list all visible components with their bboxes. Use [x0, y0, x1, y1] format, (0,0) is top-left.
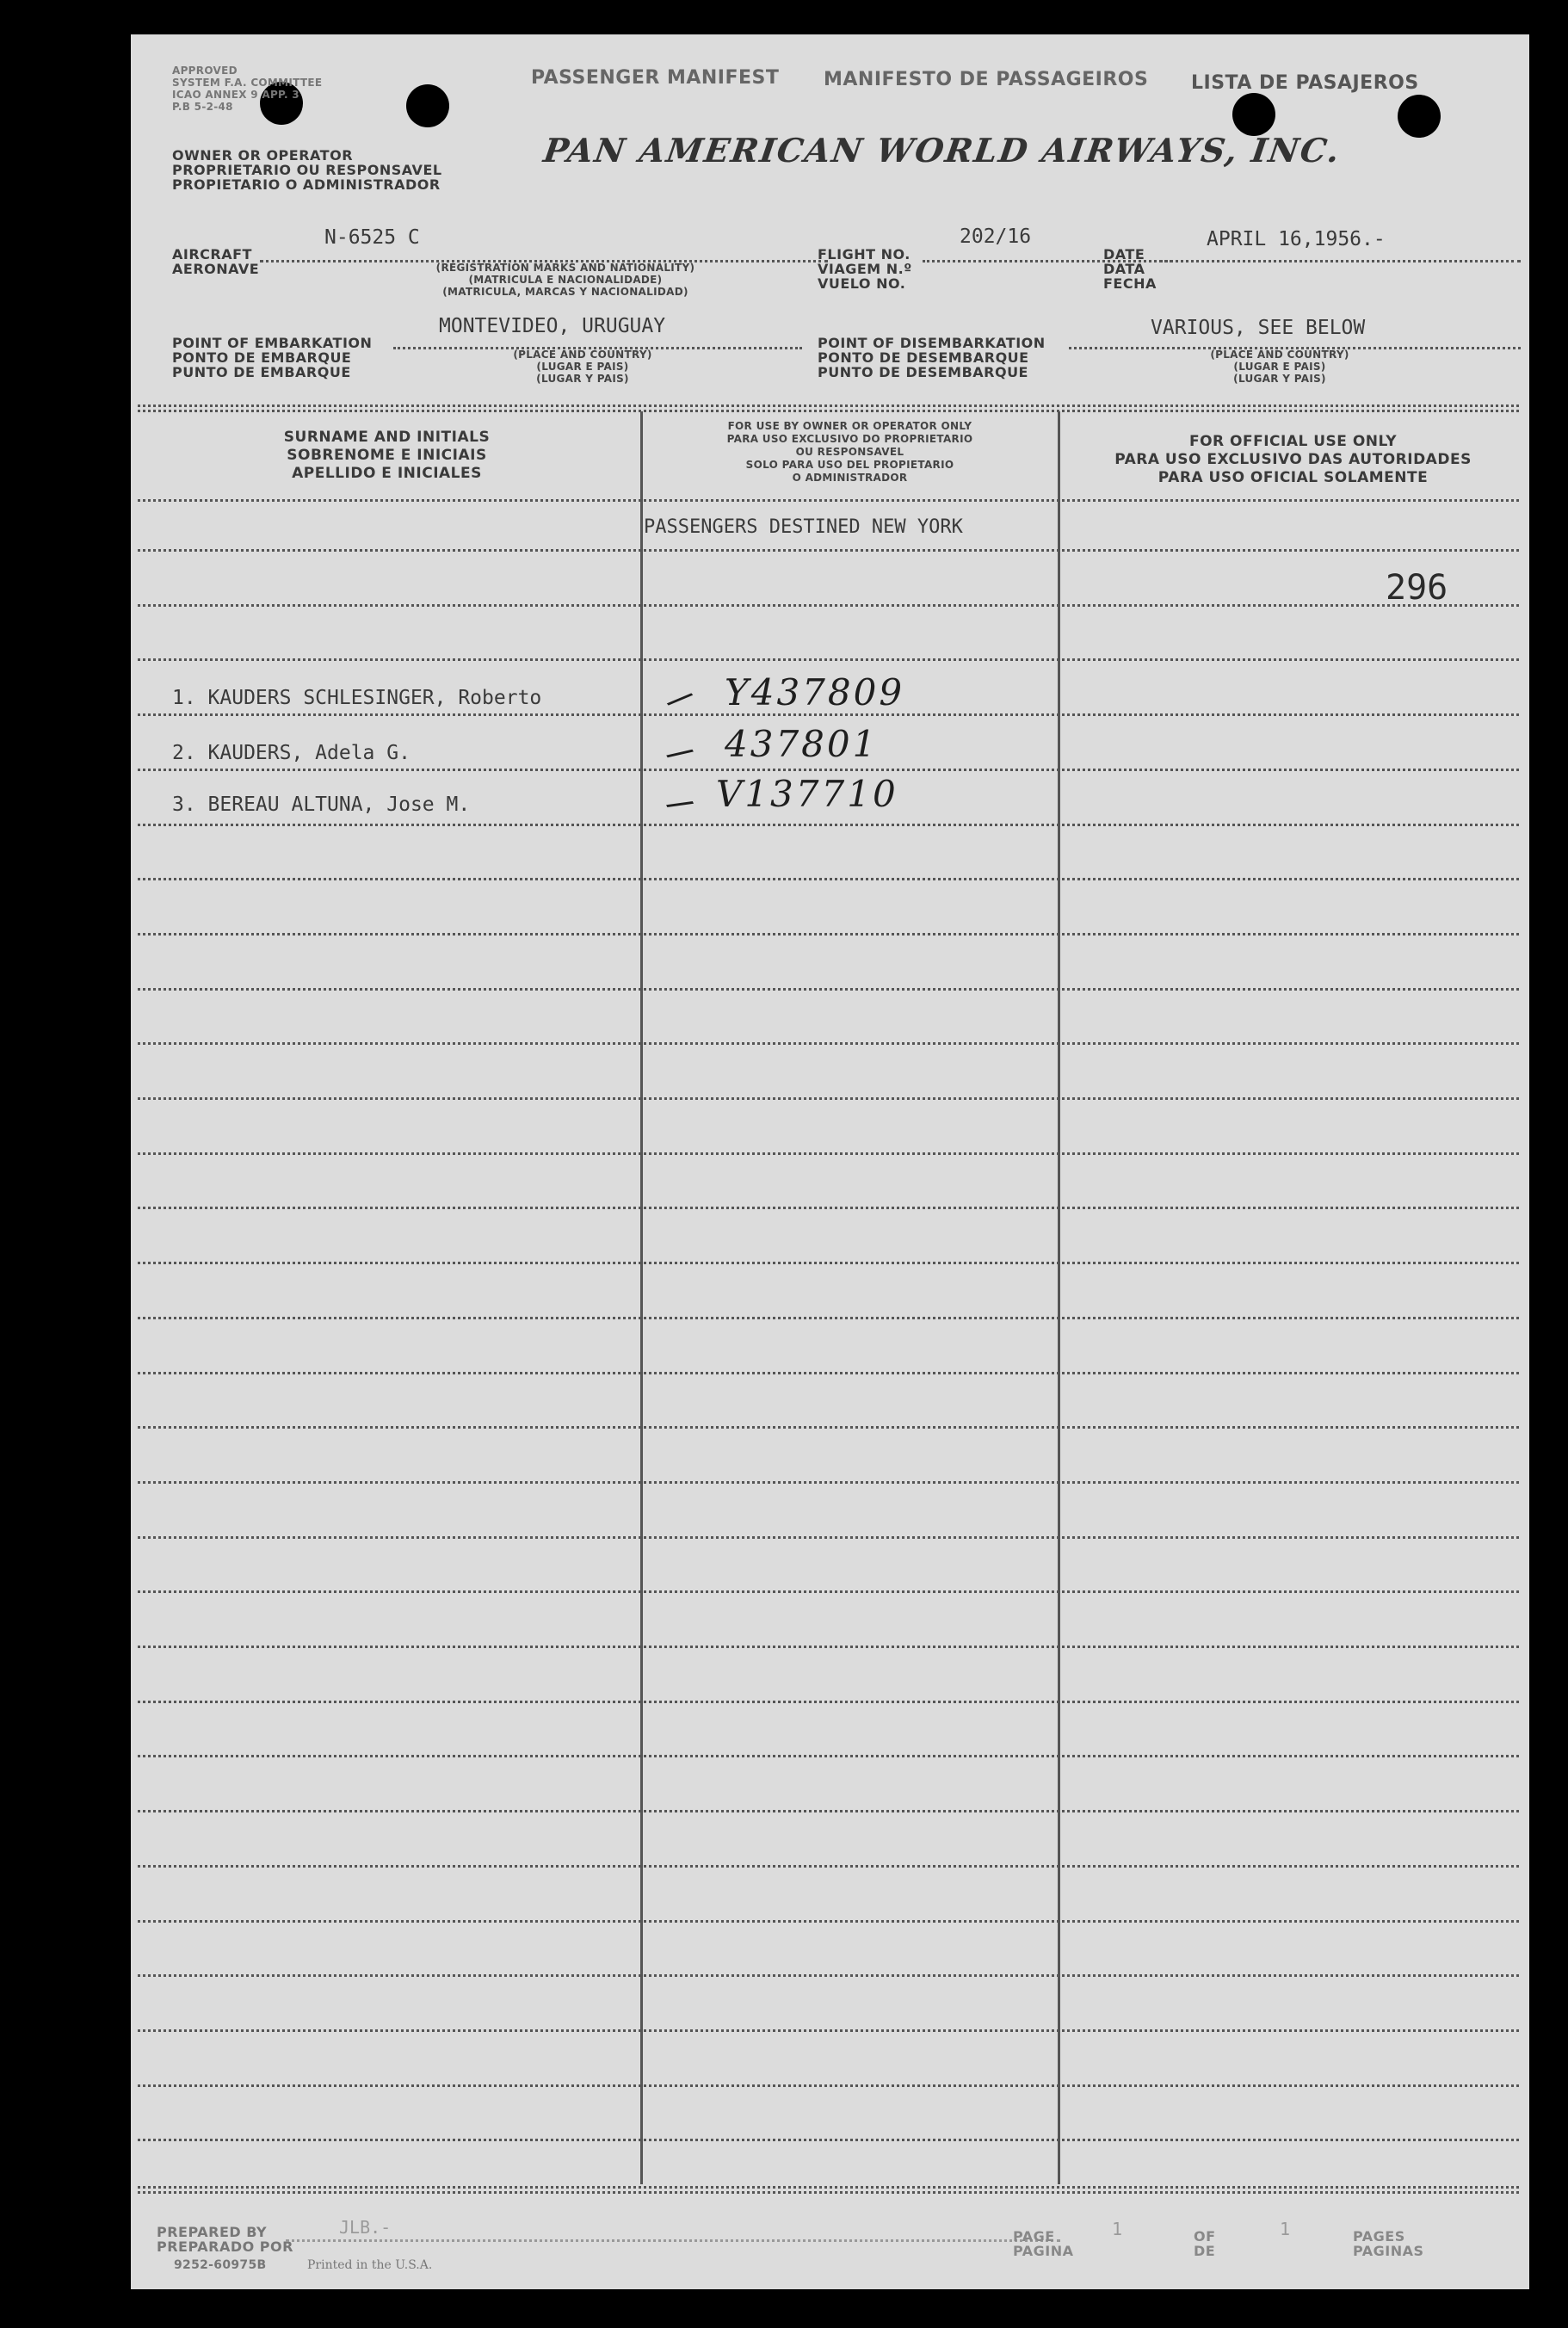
- official-column-header: FOR OFFICIAL USE ONLY PARA USO EXCLUSIVO DAS AUTORIDADES PARA USO OFICIAL SOLAMENTE: [1114, 433, 1472, 486]
- section-note: PASSENGERS DESTINED NEW YORK: [644, 516, 963, 538]
- aircraft-value: N-6525 C: [324, 226, 420, 249]
- ruled-line: [138, 769, 1519, 771]
- ruled-line: [138, 1590, 1519, 1593]
- column-divider: [640, 411, 643, 2184]
- disembarkation-value: VARIOUS, SEE BELOW: [1151, 317, 1366, 339]
- company-name: PAN AMERICAN WORLD AIRWAYS, INC.: [540, 131, 1344, 170]
- title-english: PASSENGER MANIFEST: [531, 67, 780, 89]
- of-label: OF DE: [1194, 2228, 1216, 2259]
- flight-value: 202/16: [960, 225, 1032, 248]
- approval-line: SYSTEM F.A. COMMITTEE: [172, 77, 323, 89]
- aircraft-caption: (REGISTRATION MARKS AND NATIONALITY) (MATRICULA E NACIONALIDADE) (MATRICULA, MARCAS Y NACIONALIDAD): [435, 262, 695, 298]
- passenger-name: 3. BEREAU ALTUNA, Jose M.: [172, 793, 471, 816]
- ruled-line: [138, 1481, 1519, 1484]
- ruled-line: [138, 1536, 1519, 1539]
- check-mark: /: [663, 683, 697, 715]
- ruled-line: [138, 658, 1519, 661]
- ruled-line: [138, 1317, 1519, 1319]
- passenger-name: 2. KAUDERS, Adela G.: [172, 742, 411, 764]
- page-label: PAGE PAGINA: [1013, 2228, 1074, 2259]
- ruled-line: [138, 1701, 1519, 1703]
- date-field-line: [1159, 260, 1521, 262]
- embarkation-caption: (PLACE AND COUNTRY) (LUGAR E PAIS) (LUGAR Y PAIS): [513, 349, 652, 385]
- prepared-label: PREPARED BY PREPARADO POR: [157, 2224, 293, 2255]
- check-mark: /: [661, 792, 699, 817]
- ruled-line: [138, 1372, 1519, 1374]
- owner-column-header: FOR USE BY OWNER OR OPERATOR ONLY PARA USO EXCLUSIVO DO PROPRIETARIO OU RESPONSAVEL SOLO PARA USO DEL PROPIETARIO O ADMINISTRADOR: [726, 420, 973, 484]
- ruled-line: [138, 713, 1519, 716]
- passenger-number: Y437809: [725, 671, 905, 713]
- ruled-line: [138, 824, 1519, 826]
- ruled-line: [138, 1152, 1519, 1155]
- ruled-line: [138, 2139, 1519, 2141]
- ruled-line: [138, 1974, 1519, 1977]
- form-number: 9252-60975B: [174, 2258, 267, 2272]
- header-bottom-border: [138, 499, 1519, 502]
- page-stamp-number: 296: [1386, 568, 1448, 608]
- passenger-number: 437801: [725, 723, 879, 765]
- ruled-line: [138, 1920, 1519, 1923]
- disembarkation-caption: (PLACE AND COUNTRY) (LUGAR E PAIS) (LUGAR Y PAIS): [1210, 349, 1349, 385]
- flight-label: FLIGHT NO. VIAGEM N.º VUELO NO.: [818, 246, 912, 292]
- approval-block: [172, 65, 322, 113]
- date-value: APRIL 16,1956.-: [1207, 228, 1386, 250]
- ruled-line: [138, 933, 1519, 936]
- ruled-line: [138, 1865, 1519, 1868]
- ruled-line: [138, 2084, 1519, 2087]
- pages-label: PAGES PAGINAS: [1353, 2228, 1424, 2259]
- ruled-line: [138, 1646, 1519, 1648]
- passenger-name: 1. KAUDERS SCHLESINGER, Roberto: [172, 687, 542, 709]
- ruled-line: [138, 1426, 1519, 1429]
- title-spanish: LISTA DE PASAJEROS: [1191, 72, 1419, 94]
- ruled-line: [138, 1042, 1519, 1045]
- title-portuguese: MANIFESTO DE PASSAGEIROS: [824, 69, 1149, 90]
- date-label: DATE DATA FECHA: [1103, 246, 1157, 292]
- punch-hole: [1232, 93, 1275, 136]
- table-bottom-border: [138, 2186, 1519, 2189]
- approval-line: APPROVED: [172, 65, 238, 77]
- embarkation-label: POINT OF EMBARKATION PONTO DE EMBARQUE PUNTO DE EMBARQUE: [172, 335, 373, 380]
- names-column-header: SURNAME AND INITIALS SOBRENOME E INICIAIS APELLIDO E INICIALES: [283, 429, 491, 482]
- disembarkation-label: POINT OF DISEMBARKATION PONTO DE DESEMBARQUE PUNTO DE DESEMBARQUE: [818, 335, 1046, 380]
- ruled-line: [138, 878, 1519, 880]
- ruled-line: [138, 1810, 1519, 1812]
- ruled-line: [138, 604, 1519, 607]
- prepared-value: JLB.-: [339, 2217, 392, 2238]
- punch-hole: [1398, 95, 1441, 138]
- ruled-line: [138, 1097, 1519, 1100]
- aircraft-label: AIRCRAFT AERONAVE: [172, 246, 260, 277]
- table-top-border: [138, 404, 1519, 407]
- ruled-line: [138, 988, 1519, 991]
- page-value: 1: [1112, 2219, 1123, 2239]
- ruled-line: [138, 1207, 1519, 1209]
- ruled-line: [138, 1262, 1519, 1264]
- manifest-sheet: [131, 34, 1529, 2289]
- embarkation-value: MONTEVIDEO, URUGUAY: [439, 315, 666, 337]
- table-bottom-border: [138, 2191, 1519, 2194]
- approval-line: ICAO ANNEX 9 APP. 3: [172, 89, 299, 101]
- table-top-border: [138, 410, 1519, 412]
- column-divider: [1058, 411, 1060, 2184]
- check-mark: /: [662, 739, 698, 768]
- ruled-line: [138, 1755, 1519, 1757]
- owner-label: OWNER OR OPERATOR PROPRIETARIO OU RESPONSAVEL PROPIETARIO O ADMINISTRADOR: [172, 147, 442, 193]
- ruled-line: [138, 2029, 1519, 2032]
- passenger-number: V137710: [716, 773, 898, 815]
- punch-hole: [406, 84, 449, 127]
- printed-note: Printed in the U.S.A.: [307, 2258, 433, 2272]
- of-value: 1: [1280, 2219, 1291, 2239]
- approval-line: P.B 5-2-48: [172, 101, 233, 113]
- ruled-line: [138, 549, 1519, 552]
- prepared-field-line: [286, 2239, 1060, 2242]
